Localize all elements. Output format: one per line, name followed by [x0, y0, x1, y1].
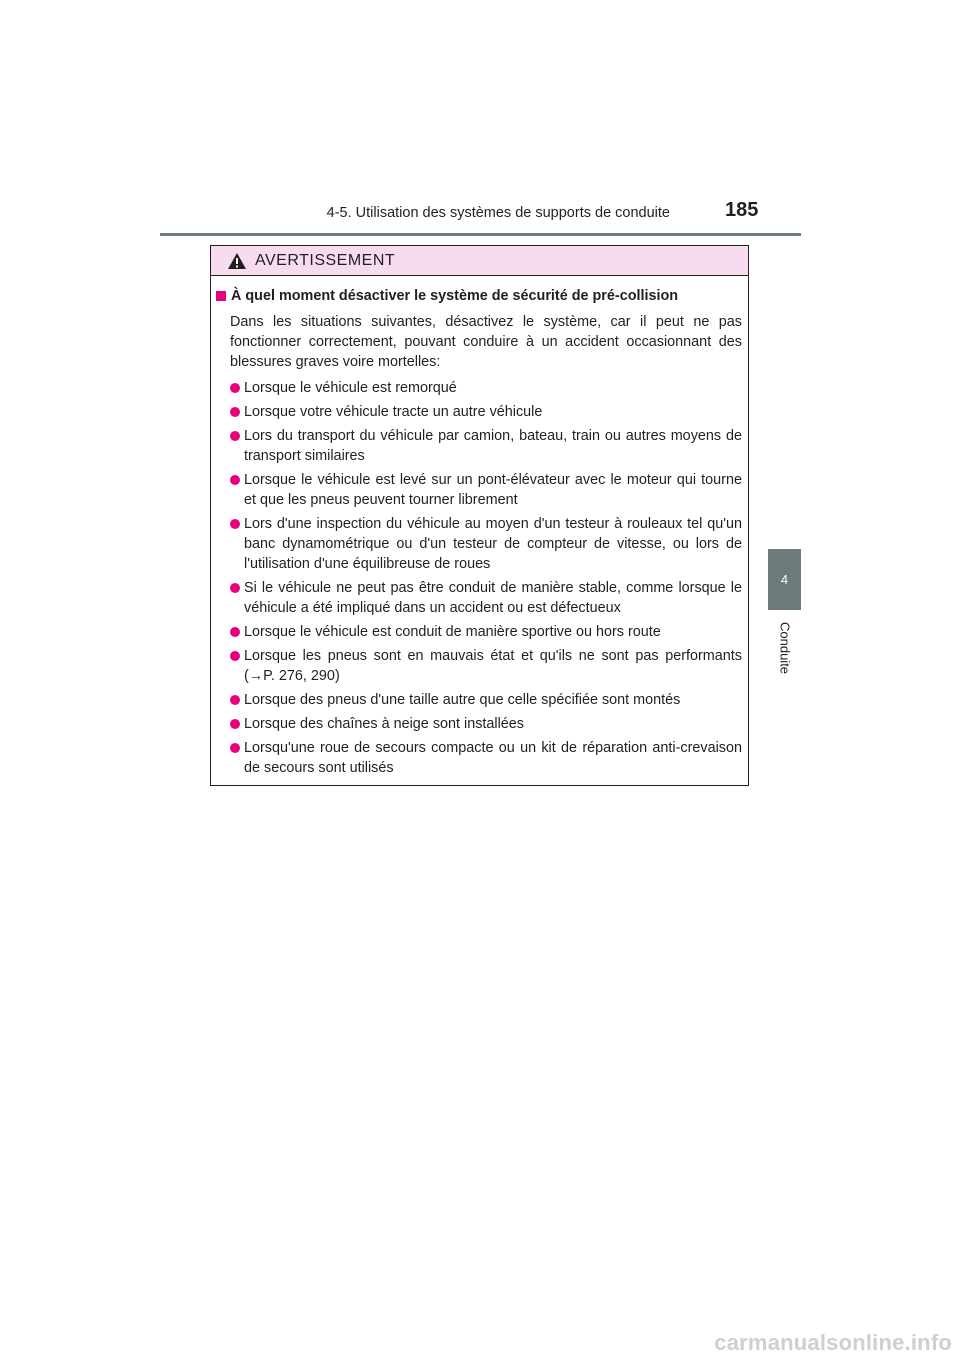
warning-subheading-text: À quel moment désactiver le système de sécurité de pré-collision [231, 288, 679, 304]
chapter-label: Conduite [777, 621, 793, 675]
list-item [216, 378, 742, 398]
warning-list [216, 378, 742, 778]
round-bullet-icon [230, 627, 240, 637]
list-item-text: Lors d'une inspection du véhicule au moyen d'un testeur à rouleaux tel qu'un banc dynamométrique ou d'un testeur de compteur de vitesse, ou lors de l'utilisation d'une équilibreuse de roues [244, 516, 742, 572]
round-bullet-icon [230, 407, 240, 417]
warning-intro: Dans les situations suivantes, désactivez le système, car il peut ne pas fonctionner correctement, pouvant conduire à un accident occasionnant des blessures graves voire mortelles: [230, 314, 742, 370]
round-bullet-icon [230, 519, 240, 529]
list-item [216, 646, 742, 686]
list-item [216, 714, 742, 734]
list-item-text: Lorsque les pneus sont en mauvais état et qu'ils ne sont pas performants (→P. 276, 290) [244, 648, 742, 684]
chapter-number: 4 [780, 572, 789, 587]
list-item-text: Lorsque des pneus d'une taille autre que celle spécifiée sont montés [244, 692, 681, 708]
page-number: 185 [725, 199, 759, 221]
list-item-text: Lorsque le véhicule est remorqué [244, 380, 457, 396]
list-item [216, 738, 742, 778]
warning-subheading [216, 286, 742, 306]
header-divider [160, 233, 801, 236]
round-bullet-icon [230, 695, 240, 705]
warning-header [211, 246, 748, 276]
list-item-text: Lorsqu'une roue de secours compacte ou un kit de réparation anti-crevaison de secours sont utilisés [244, 740, 742, 776]
round-bullet-icon [230, 719, 240, 729]
list-item-text: Lors du transport du véhicule par camion, bateau, train ou autres moyens de transport similaires [244, 428, 742, 464]
list-item-text: Lorsque le véhicule est conduit de manière sportive ou hors route [244, 624, 661, 640]
warning-triangle-icon [227, 252, 247, 270]
round-bullet-icon [230, 743, 240, 753]
list-item [216, 622, 742, 642]
round-bullet-icon [230, 651, 240, 661]
list-item [216, 402, 742, 422]
round-bullet-icon [230, 431, 240, 441]
list-item-text: Si le véhicule ne peut pas être conduit de manière stable, comme lorsque le véhicule a été impliqué dans un accident ou est défectueux [244, 580, 742, 616]
list-item-text: Lorsque le véhicule est levé sur un pont-élévateur avec le moteur qui tourne et que les pneus peuvent tourner librement [244, 472, 742, 508]
warning-body [211, 276, 748, 778]
list-item [216, 514, 742, 574]
round-bullet-icon [230, 475, 240, 485]
round-bullet-icon [230, 583, 240, 593]
watermark: carmanualsonline.info [714, 1330, 952, 1355]
list-item-text: Lorsque votre véhicule tracte un autre véhicule [244, 404, 543, 420]
square-bullet-icon [216, 291, 226, 301]
page-header-section-title: 4-5. Utilisation des systèmes de supports de conduite [326, 205, 670, 221]
list-item [216, 690, 742, 710]
warning-box [210, 245, 749, 786]
warning-title: AVERTISSEMENT [255, 251, 396, 269]
list-item [216, 426, 742, 466]
chapter-tab [768, 549, 801, 610]
round-bullet-icon [230, 383, 240, 393]
list-item [216, 470, 742, 510]
list-item-text: Lorsque des chaînes à neige sont installées [244, 716, 525, 732]
list-item [216, 578, 742, 618]
